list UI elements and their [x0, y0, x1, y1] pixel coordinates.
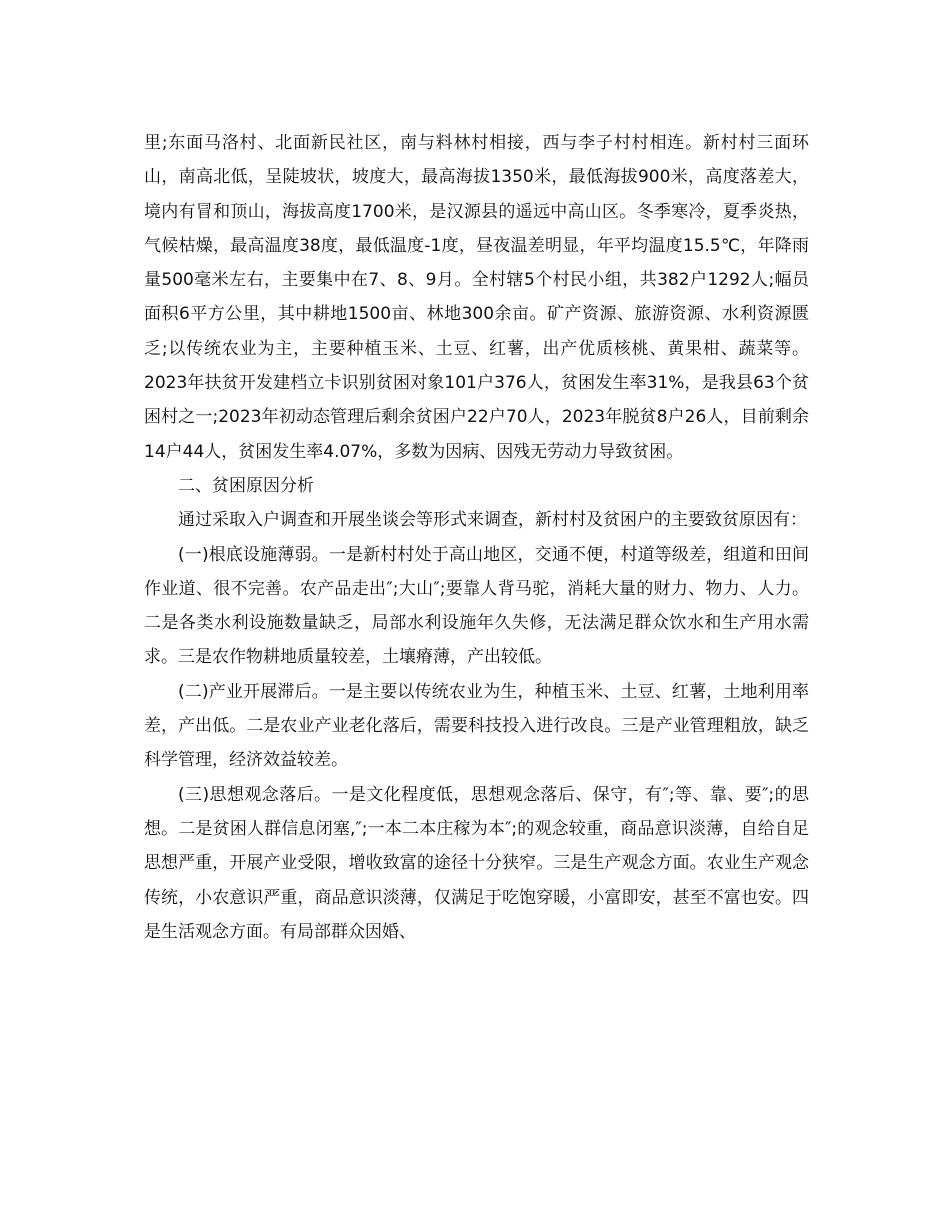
- paragraph-infrastructure: (一)根底设施薄弱。一是新村村处于高山地区，交通不便，村道等级差，组道和田间作业道、很不完善。农产品走出″;大山″;要靠人背马驼，消耗大量的财力、物力、人力。二是各类水利设施数量缺乏，局部水利设施年久失修，无法满足群众饮水和生产用水需求。三是农作物耕地质量较差，土壤瘠薄，产出较低。: [144, 544, 809, 668]
- document-body: [144, 126, 809, 949]
- paragraph-village-overview: 里;东面马洛村、北面新民社区，南与料林村相接，西与李子村村相连。新村村三面环山，南高北低，呈陡坡状，坡度大，最高海拔1350米，最低海拔900米，高度落差大，境内有冒和顶山，海拔高度1700米，是汉源县的遥远中高山区。冬季寒冷，夏季炎热，气候枯燥，最高温度38度，最低温度-1度，昼夜温差明显，年平均温度15.5℃，年降雨量500毫米左右，主要集中在7、8、9月。全村辖5个村民小组，共382户1292人;幅员面积6平方公里，其中耕地1500亩、林地300余亩。矿产资源、旅游资源、水利资源匮乏;以传统农业为主，主要种植玉米、土豆、红薯，出产优质核桃、黄果柑、蔬菜等。2023年扶贫开发建档立卡识别贫困对象101户376人，贫困发生率31%，是我县63个贫困村之一;2023年初动态管理后剩余贫困户22户70人，2023年脱贫8户26人，目前剩余14户44人，贫困发生率4.07%，多数为因病、因残无劳动力导致贫困。: [144, 133, 809, 462]
- paragraph-mindset: (三)思想观念落后。一是文化程度低，思想观念落后、保守，有″;等、靠、要″;的思想。二是贫困人群信息闭塞,″;一本二本庄稼为本″;的观念较重，商品意识淡薄，自给自足思想严重，开展产业受限，增收致富的途径十分狭窄。三是生产观念方面。农业生产观念传统，小农意识严重，商品意识淡薄，仅满足于吃饱穿暖，小富即安，甚至不富也安。四是生活观念方面。有局部群众因婚、: [144, 784, 809, 942]
- paragraph-industry: (二)产业开展滞后。一是主要以传统农业为生，种植玉米、土豆、红薯，土地利用率差，产出低。二是农业产业老化落后，需要科技投入进行改良。三是产业管理粗放，缺乏科学管理，经济效益较差。: [144, 681, 809, 771]
- section-heading-poverty-causes: 二、贫困原因分析: [178, 475, 314, 496]
- paragraph-survey-intro: 通过采取入户调查和开展坐谈会等形式来调查，新村村及贫困户的主要致贫原因有：: [178, 510, 807, 531]
